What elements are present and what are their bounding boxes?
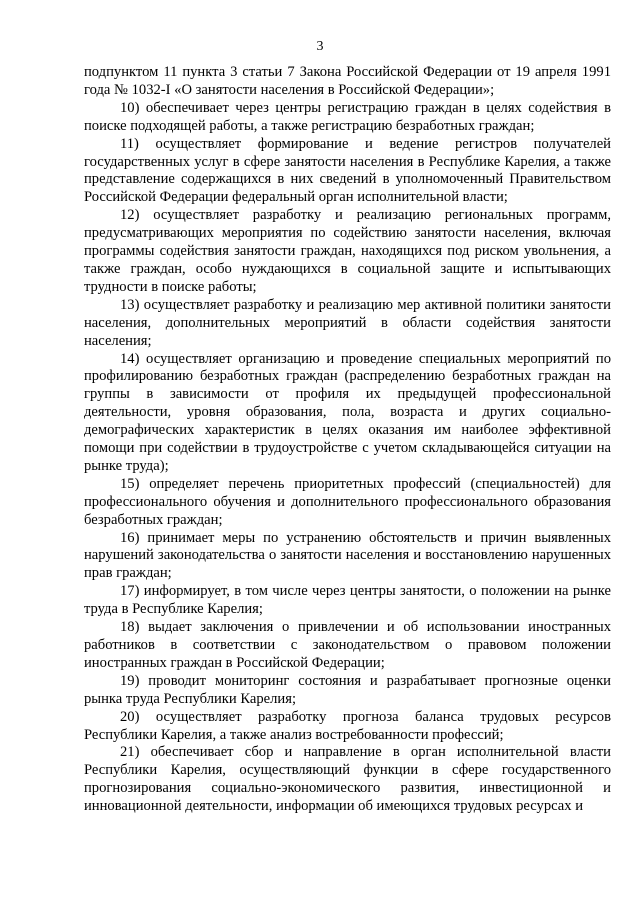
paragraph-item-16: 16) принимает меры по устранению обстоятельств и причин выявленных нарушений законодательства о занятости населения и восстановлению нарушенных прав граждан; [84,529,611,582]
paragraph-item-18: 18) выдает заключения о привлечении и об использовании иностранных работников в соответствии с законодательством о правовом положении иностранных граждан в Российской Федерации; [84,619,611,671]
document-body [84,64,611,816]
paragraph-item-19: 19) проводит мониторинг состояния и разрабатывает прогнозные оценки рынка труда Республики Карелия; [84,672,611,707]
paragraph-item-11: 11) осуществляет формирование и ведение регистров получателей государственных услуг в сфере занятости населения в Республике Карелия, а также представление содержащихся в них сведений в уполномоченный Правительством Российской Федерации федеральный орган исполнительной власти; [84,135,611,206]
paragraph-item-10: 10) обеспечивает через центры регистрацию граждан в целях содействия в поиске подходящей работы, а также регистрацию безработных граждан; [84,99,611,134]
page-number: 3 [316,39,324,54]
paragraph-item-14: 14) осуществляет организацию и проведение специальных мероприятий по профилированию безработных граждан (распределению безработных граждан на группы в зависимости от профиля их предыдущей профессиональной деятельности, уровня образования, пола, возраста и других социально-демографических характеристик в целях оказания им наиболее эффективной помощи при содействии в трудоустройстве с учетом складывающейся ситуации на рынке труда); [84,350,611,474]
paragraph-item-13: 13) осуществляет разработку и реализацию мер активной политики занятости населения, дополнительных мероприятий в области содействия занятости населения; [84,296,611,349]
paragraph-item-21: 21) обеспечивает сбор и направление в орган исполнительной власти Республики Карелия, осуществляющий функции в сфере государственного прогнозирования социально-экономического развития, инвестиционной и инновационной деятельности, информации об имеющихся трудовых ресурсах и [84,744,611,815]
paragraph-continuation: подпунктом 11 пункта 3 статьи 7 Закона Российской Федерации от 19 апреля 1991 года № 1032-I «О занятости населения в Российской Федерации»; [84,64,611,98]
paragraph-item-20: 20) осуществляет разработку прогноза баланса трудовых ресурсов Республики Карелия, а также анализ востребованности профессий; [84,708,611,743]
paragraph-item-15: 15) определяет перечень приоритетных профессий (специальностей) для профессионального обучения и дополнительного профессионального образования безработных граждан; [84,475,611,528]
paragraph-item-17: 17) информирует, в том числе через центры занятости, о положении на рынке труда в Республике Карелия; [84,583,611,618]
paragraph-item-12: 12) осуществляет разработку и реализацию региональных программ, предусматривающих мероприятия по содействию занятости населения, включая программы содействия занятости граждан, находящихся под риском увольнения, а также граждан, особо нуждающихся в социальной защите и испытывающих трудности в поиске работы; [84,207,611,295]
